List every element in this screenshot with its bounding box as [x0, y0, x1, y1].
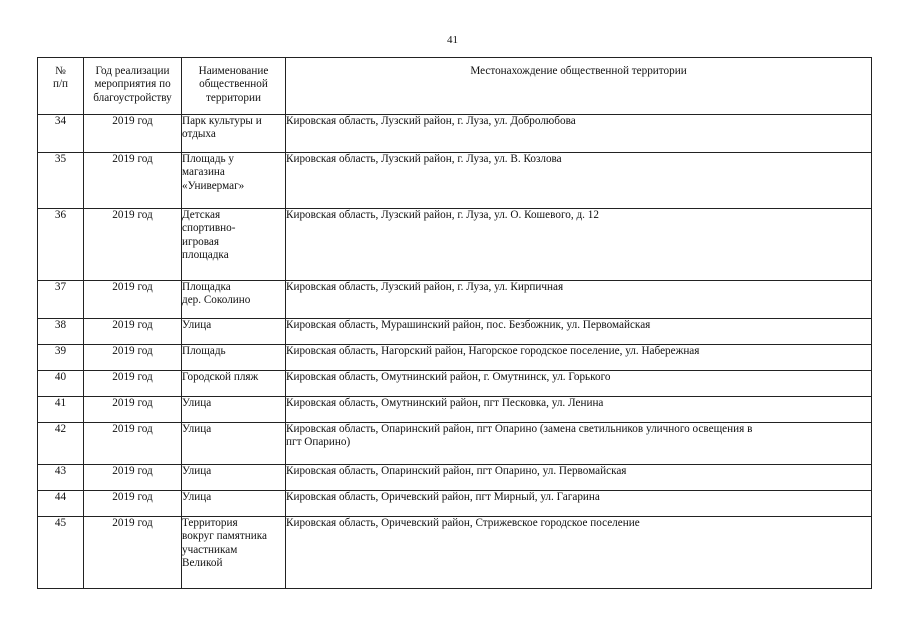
row-year: 2019 год — [84, 465, 182, 491]
row-year: 2019 год — [84, 517, 182, 589]
row-number: 41 — [38, 397, 84, 423]
row-number: 35 — [38, 153, 84, 209]
table-row — [38, 371, 872, 397]
row-name-line: Улица — [182, 491, 212, 503]
row-location-line: Кировская область, Лузский район, г. Луза, ул. В. Козлова — [286, 153, 562, 165]
row-name-line: отдыха — [182, 128, 216, 141]
row-name — [182, 281, 286, 319]
row-number: 37 — [38, 281, 84, 319]
row-name-line: Площадь у — [182, 153, 235, 165]
table-row — [38, 345, 872, 371]
row-name-line: Улица — [182, 397, 212, 409]
header-num-line: № — [55, 65, 66, 77]
row-name-line: Городской пляж — [182, 371, 259, 383]
row-location — [286, 423, 872, 465]
row-number: 42 — [38, 423, 84, 465]
row-location-line: Кировская область, Нагорский район, Нагорское городское поселение, ул. Набережная — [286, 345, 700, 357]
table-row — [38, 517, 872, 589]
row-location-line: Кировская область, Оричевский район, Стрижевское городское поселение — [286, 517, 640, 529]
header-year-line: благоустройству — [93, 91, 172, 104]
row-year: 2019 год — [84, 319, 182, 345]
row-number: 40 — [38, 371, 84, 397]
row-year: 2019 год — [84, 345, 182, 371]
row-number: 34 — [38, 115, 84, 153]
row-location-line: Кировская область, Лузский район, г. Луза, ул. Добролюбова — [286, 115, 576, 127]
header-name-line: Наименование — [198, 65, 269, 77]
row-location-line: Кировская область, Лузский район, г. Луза, ул. О. Кошевого, д. 12 — [286, 209, 599, 221]
row-name-line: Парк культуры и — [182, 115, 262, 127]
row-name — [182, 423, 286, 465]
row-name — [182, 517, 286, 589]
row-location — [286, 517, 872, 589]
row-location-line: Кировская область, Лузский район, г. Луза, ул. Кирпичная — [286, 281, 564, 293]
row-name — [182, 465, 286, 491]
row-year: 2019 год — [84, 423, 182, 465]
row-year: 2019 год — [84, 153, 182, 209]
table-row — [38, 115, 872, 153]
row-name-line: «Универмаг» — [182, 179, 245, 192]
row-location-line: пгт Опарино) — [286, 436, 351, 449]
territories-table — [37, 57, 872, 589]
row-number: 39 — [38, 345, 84, 371]
row-name-line: спортивно- — [182, 222, 236, 235]
row-number: 38 — [38, 319, 84, 345]
row-year: 2019 год — [84, 397, 182, 423]
row-location-line: Кировская область, Оричевский район, пгт Мирный, ул. Гагарина — [286, 491, 600, 503]
row-location-line: Кировская область, Мурашинский район, пос. Безбожник, ул. Первомайская — [286, 319, 651, 331]
row-name — [182, 345, 286, 371]
row-location — [286, 397, 872, 423]
row-name-line: Улица — [182, 319, 212, 331]
row-location — [286, 281, 872, 319]
row-location-line: Кировская область, Омутнинский район, г. Омутнинск, ул. Горького — [286, 371, 611, 383]
row-name-line: Великой — [182, 557, 223, 570]
header-name — [182, 58, 286, 115]
row-year: 2019 год — [84, 281, 182, 319]
row-name-line: Площадка — [182, 281, 231, 293]
table-header — [38, 58, 872, 115]
row-location — [286, 319, 872, 345]
row-name-line: Улица — [182, 423, 212, 435]
row-name — [182, 153, 286, 209]
row-year: 2019 год — [84, 371, 182, 397]
table-row — [38, 397, 872, 423]
row-name-line: Детская — [182, 209, 221, 221]
row-name-line: дер. Соколино — [182, 294, 251, 307]
row-location — [286, 153, 872, 209]
row-location-line: Кировская область, Опаринский район, пгт Опарино, ул. Первомайская — [286, 465, 627, 477]
row-name — [182, 209, 286, 281]
row-name-line: игровая — [182, 235, 220, 248]
table-body — [38, 115, 872, 589]
row-name-line: Улица — [182, 465, 212, 477]
table-row — [38, 319, 872, 345]
row-name-line: Территория — [182, 517, 238, 529]
row-year: 2019 год — [84, 209, 182, 281]
row-name-line: Площадь — [182, 345, 226, 357]
row-year: 2019 год — [84, 115, 182, 153]
header-year-line: Год реализации — [95, 65, 170, 77]
header-name-line: общественной — [199, 78, 268, 91]
row-year: 2019 год — [84, 491, 182, 517]
row-name — [182, 319, 286, 345]
row-name-line: площадка — [182, 249, 229, 262]
table-row — [38, 209, 872, 281]
header-year-line: мероприятия по — [94, 78, 171, 91]
table-row — [38, 465, 872, 491]
header-location: Местонахождение общественной территории — [286, 58, 872, 115]
header-num — [38, 58, 84, 115]
row-number: 45 — [38, 517, 84, 589]
row-location — [286, 345, 872, 371]
row-name-line: магазина — [182, 166, 225, 179]
row-location — [286, 491, 872, 517]
row-name — [182, 115, 286, 153]
row-name — [182, 491, 286, 517]
page-number: 41 — [447, 34, 458, 46]
row-name-line: вокруг памятника — [182, 530, 267, 543]
row-number: 43 — [38, 465, 84, 491]
table-row — [38, 281, 872, 319]
row-location — [286, 209, 872, 281]
row-name-line: участникам — [182, 543, 238, 556]
header-year — [84, 58, 182, 115]
row-location — [286, 465, 872, 491]
row-location — [286, 115, 872, 153]
row-number: 36 — [38, 209, 84, 281]
row-location-line: Кировская область, Опаринский район, пгт Опарино (замена светильников уличного освещения в — [286, 423, 753, 435]
table-row — [38, 423, 872, 465]
header-num-line: п/п — [52, 78, 69, 91]
header-name-line: территории — [206, 91, 261, 104]
row-number: 44 — [38, 491, 84, 517]
row-location — [286, 371, 872, 397]
row-name — [182, 371, 286, 397]
row-location-line: Кировская область, Омутнинский район, пгт Песковка, ул. Ленина — [286, 397, 604, 409]
table-row — [38, 491, 872, 517]
table-row — [38, 153, 872, 209]
row-name — [182, 397, 286, 423]
